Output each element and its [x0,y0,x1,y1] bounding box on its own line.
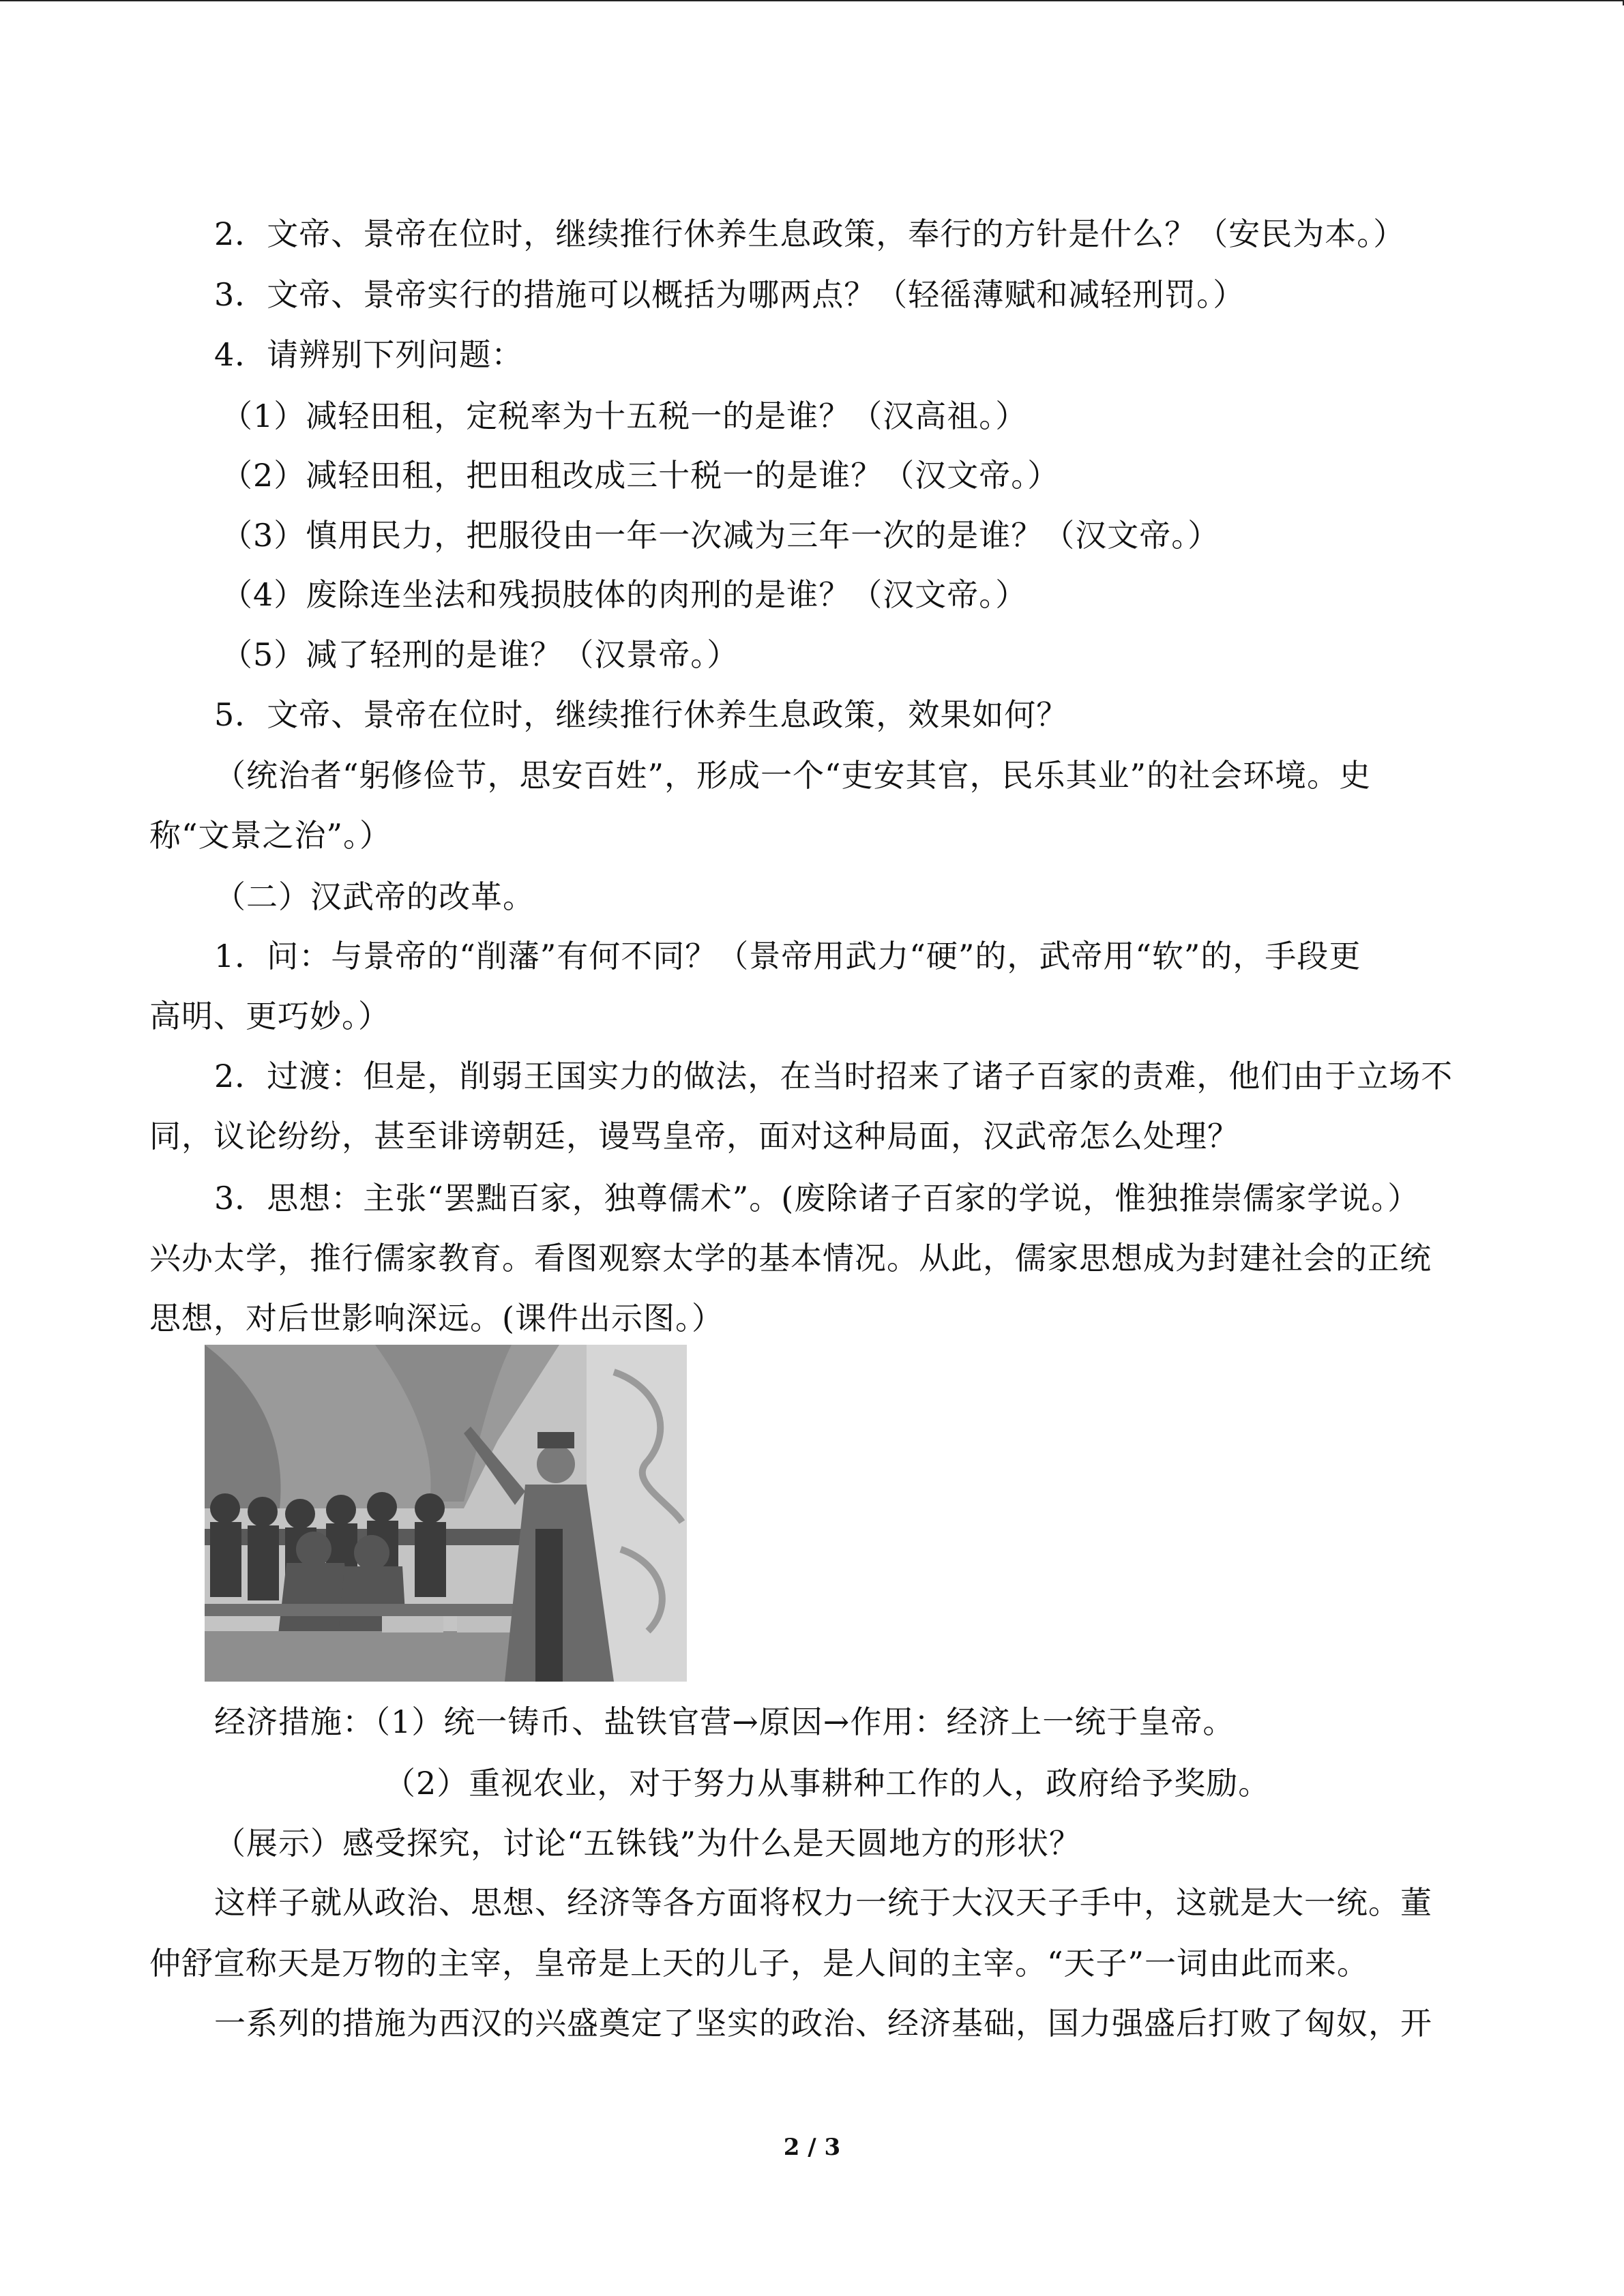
text-line: （2）减轻田租，把田租改成三十税一的是谁？（汉文帝。） [221,457,1060,494]
text-line: （1）减轻田租，定税率为十五税一的是谁？（汉高祖。） [221,398,1028,434]
page-number: 2 / 3 [783,2134,841,2161]
page-border [0,0,1624,5]
text-line: （展示）感受探究，讨论“五铢钱”为什么是天圆地方的形状？ [214,1825,1082,1862]
text-line: 仲舒宣称天是万物的主宰，皇帝是上天的儿子，是人间的主宰。“天子”一词由此而来。 [149,1945,1370,1982]
text-line: （统治者“躬修俭节，思安百姓”，形成一个“吏安其官，民乐其业”的社会环境。史 [214,757,1372,794]
text-line: 称“文景之治”。） [149,817,392,854]
text-line: 一系列的措施为西汉的兴盛奠定了坚实的政治、经济基础，国力强盛后打败了匈奴，开 [214,2005,1432,2042]
text-line: 1．问：与景帝的“削藩”有何不同？（景帝用武力“硬”的，武帝用“软”的，手段更 [214,938,1361,974]
text-line: 2．过渡：但是，削弱王国实力的做法，在当时招来了诸子百家的责难，他们由于立场不 [214,1058,1453,1094]
text-line: 这样子就从政治、思想、经济等各方面将权力一统于大汉天子手中，这就是大一统。董 [214,1884,1432,1921]
taixue-illustration [205,1345,687,1682]
text-line: 高明、更巧妙。） [149,998,390,1034]
text-line: 2．文帝、景帝在位时，继续推行休养生息政策，奉行的方针是什么？（安民为本。） [214,215,1406,252]
section-heading: （二）汉武帝的改革。 [214,878,535,915]
text-line: 同，议论纷纷，甚至诽谤朝廷，谩骂皇帝，面对这种局面，汉武帝怎么处理？ [149,1118,1239,1154]
text-line: 3．文帝、景帝实行的措施可以概括为哪两点？（轻徭薄赋和减轻刑罚。） [214,276,1245,313]
text-line: （4）废除连坐法和残损肢体的肉刑的是谁？（汉文帝。） [221,576,1028,613]
text-line: 5．文帝、景帝在位时，继续推行休养生息政策，效果如何？ [214,696,1069,733]
text-line: 兴办太学，推行儒家教育。看图观察太学的基本情况。从此，儒家思想成为封建社会的正统 [149,1240,1432,1277]
text-line: （3）慎用民力，把服役由一年一次减为三年一次的是谁？（汉文帝。） [221,517,1220,554]
text-line: 4．请辨别下列问题： [214,336,524,373]
text-line: 3．思想：主张“罢黜百家，独尊儒术”。(废除诸子百家的学说，惟独推崇儒家学说。） [214,1180,1420,1217]
text-line: 经济措施：（1）统一铸币、盐铁官营→原因→作用：经济上一统于皇帝。 [214,1703,1235,1740]
text-line: （5）减了轻刑的是谁？（汉景帝。） [221,636,739,673]
text-line: 思想，对后世影响深远。(课件出示图。） [149,1300,724,1337]
text-line: （2）重视农业，对于努力从事耕种工作的人，政府给予奖励。 [384,1765,1271,1802]
